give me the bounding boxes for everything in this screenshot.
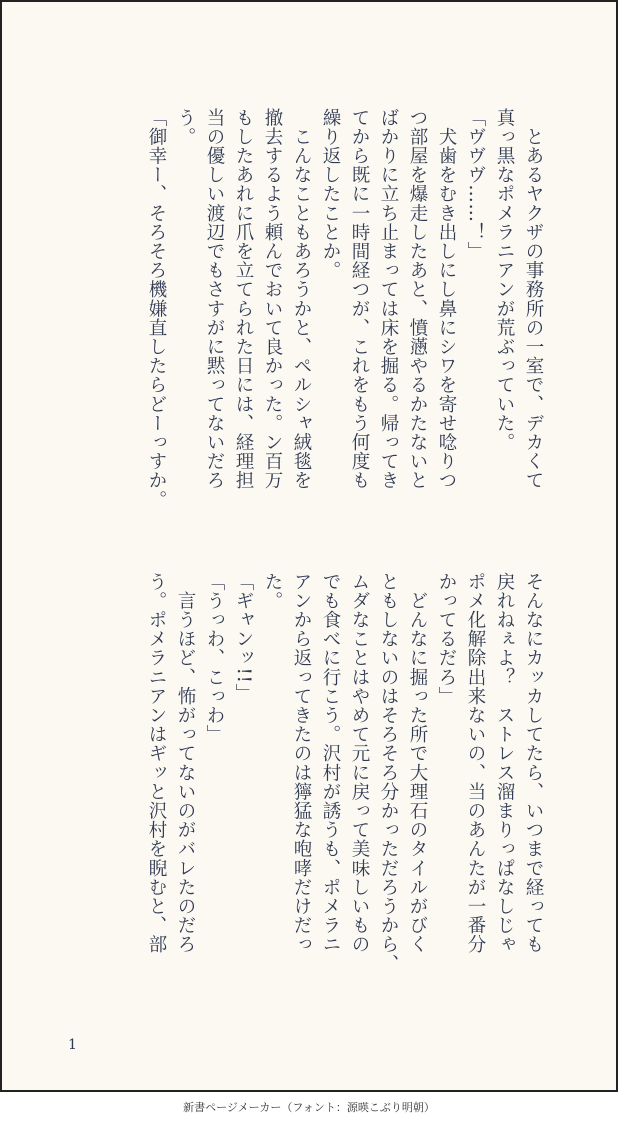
paragraph: 「ギャンッ!!」 — [233, 572, 254, 703]
paragraph: 犬歯をむき出しにし鼻にシワを寄せ唸りつ つ部屋を爆走したあと、憤懣やるかたないと ばかりに立ち止まっては床を掘る。帰ってき てから既に一時間経つが、これをもう何度も 繰り返したことか。 — [320, 108, 457, 490]
paragraph: とあるヤクザの事務所の一室で、デカくて 真っ黒なポメラニアンが荒ぶっていた。 — [494, 108, 544, 490]
page-number: 1 — [68, 1037, 77, 1053]
paragraph: 「ヴヴヴ……！」 — [465, 108, 486, 261]
paragraph: そんなにカッカしてたら、いつまで経っても 戻れねぇよ？ ストレス溜まりっぱなしじゃ ポメ化解除出来ないの、当のあんたが一番分 かってるだろ」 — [436, 572, 544, 954]
footer-credit: 新書ページメーカー（フォント：源暎こぶり明朝） — [183, 1101, 435, 1114]
upper-text-block — [70, 108, 548, 538]
paragraph: 「うっわ、こっわ」 — [204, 572, 225, 744]
paragraph: 「御幸ー、そろそろ機嫌直したらどーっすか。 — [146, 108, 167, 510]
paragraph: こんなこともあろうかと、ペルシャ絨毯を 撤去するよう頼んでおいて良かった。ン百万 もしたあれに爪を立てられた日には、経理担 当の優しい渡辺でもさすがに黙ってないだろ う。 — [175, 108, 312, 490]
lower-text-block — [70, 572, 548, 1002]
paragraph: 言うほど、怖がってないのがバレたのだろ う。ポメラニアンはギッと沢村を睨むと、部 — [146, 572, 196, 954]
paragraph: どんなに掘った所で大理石のタイルがびく ともしないのはそろそろ分かっただろうから、 ムダなことはやめて元に戻って美味しいもの でも食べに行こう。沢村が誘うも、ポメラニ アンから返ってきたのは獰猛な咆哮だけだっ た。 — [262, 572, 428, 974]
